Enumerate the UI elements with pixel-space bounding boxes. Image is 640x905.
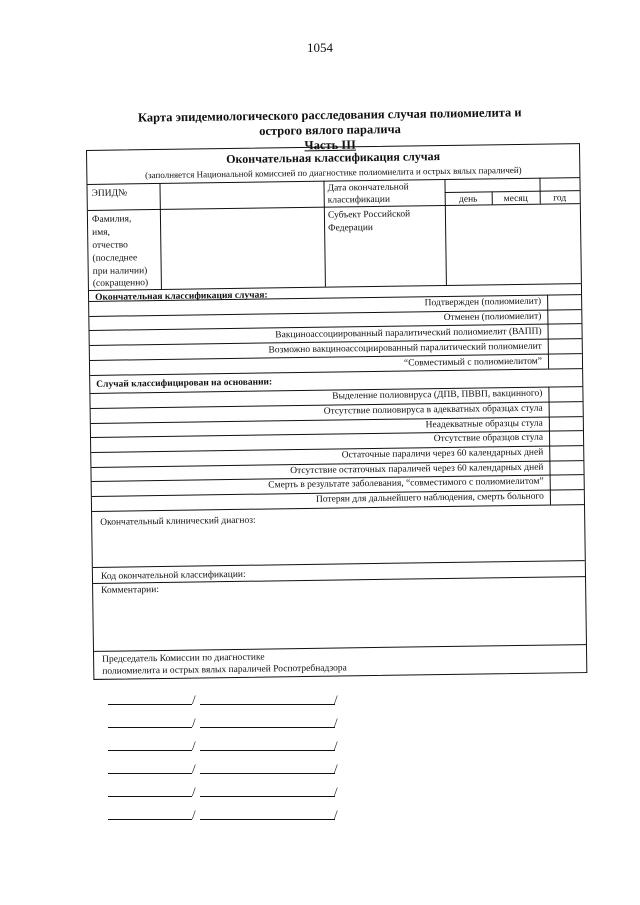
basis-item: Отсутствие остаточных параличей через 60 календарных дней [290, 462, 544, 477]
signature-separator: / [192, 692, 196, 707]
name-label-4: (последнее [92, 253, 138, 264]
signature-line [108, 691, 338, 705]
basis-item: Смерть в результате заболевания, “совместимого с полиомиелитом” [268, 476, 544, 491]
year-label: год [553, 193, 567, 204]
date-label-line-1: Дата окончательной [327, 182, 409, 194]
title-line-1: Карта эпидемиологического расследования случая полиомиелита и [137, 105, 522, 125]
signature-separator: / [334, 784, 338, 799]
chairman-line-2: полиомиелита и острых вялых параличей Роспотребнадзора [102, 663, 347, 677]
name-label-6: (сокращенно) [92, 278, 149, 289]
classification-item: Подтвержден (полиомиелит) [424, 296, 542, 309]
signature-separator: / [334, 807, 338, 822]
signature-separator: / [192, 807, 196, 822]
classification-item: Возможно вакциноассоциированный паралитический полиомиелит [268, 341, 542, 356]
signature-separator: / [192, 738, 196, 753]
basis-item: Выделение полиовируса (ДПВ, ПВВП, вакцинного) [332, 388, 543, 402]
signature-separator: / [192, 761, 196, 776]
classification-form [86, 143, 587, 680]
signature-separator: / [192, 715, 196, 730]
title-line-2: острого вялого паралича [259, 122, 401, 138]
month-label: месяц [503, 193, 528, 205]
classification-item: Отменен (полиомиелит) [443, 311, 542, 324]
signature-line [108, 760, 338, 774]
signature-line [108, 737, 338, 751]
classification-item: “Совместимый с полиомиелитом” [403, 356, 543, 369]
basis-item: Потерян для дальнейшего наблюдения, смерть больного [315, 491, 544, 505]
form-subheading: (заполняется Национальной комиссией по диагностике полиомиелита и острых вялых параличей) [144, 164, 522, 181]
name-label-2: имя, [92, 227, 111, 238]
signature-line [108, 806, 338, 820]
subject-label-1: Субъект Российской [327, 209, 411, 221]
basis-item: Отсутствие образцов стула [433, 432, 544, 445]
classification-item: Вакциноассоциированный паралитический полиомиелит (ВАПП) [275, 326, 542, 341]
basis-item: Неадекватные образцы стула [425, 418, 543, 431]
signature-separator: / [334, 738, 338, 753]
chairman-line-1: Председатель Комиссии по диагностике [102, 652, 265, 665]
epid-label: ЭПИД№ [91, 188, 128, 199]
title-part: Часть III [304, 137, 357, 153]
name-label-5: при наличии) [92, 266, 148, 277]
day-label: день [458, 194, 478, 205]
subject-label-2: Федерации [328, 223, 374, 234]
page-number: 1054 [307, 40, 333, 55]
signature-separator: / [334, 715, 338, 730]
basis-item: Отсутствие полиовируса в адекватных образцах стула [323, 403, 543, 417]
signature-separator: / [334, 761, 338, 776]
signature-separator: / [334, 692, 338, 707]
name-label-1: Фамилия, [91, 214, 132, 225]
code-label: Код окончательной классификации: [100, 569, 246, 582]
name-label-3: отчество [92, 240, 128, 251]
classification-heading: Окончательная классификация случая: [94, 290, 268, 303]
signature-separator: / [192, 784, 196, 799]
diagnosis-label: Окончательный клинический диагноз: [100, 515, 256, 528]
signature-line [108, 714, 338, 728]
basis-heading: Случай классифицирован на основании: [96, 377, 273, 390]
form-heading: Окончательная классификация случая [226, 149, 441, 167]
date-label-line-2: классификации [327, 194, 391, 206]
signature-line [108, 783, 338, 797]
basis-item: Остаточные параличи через 60 календарных дней [341, 447, 544, 461]
comments-label: Комментарии: [101, 585, 160, 596]
